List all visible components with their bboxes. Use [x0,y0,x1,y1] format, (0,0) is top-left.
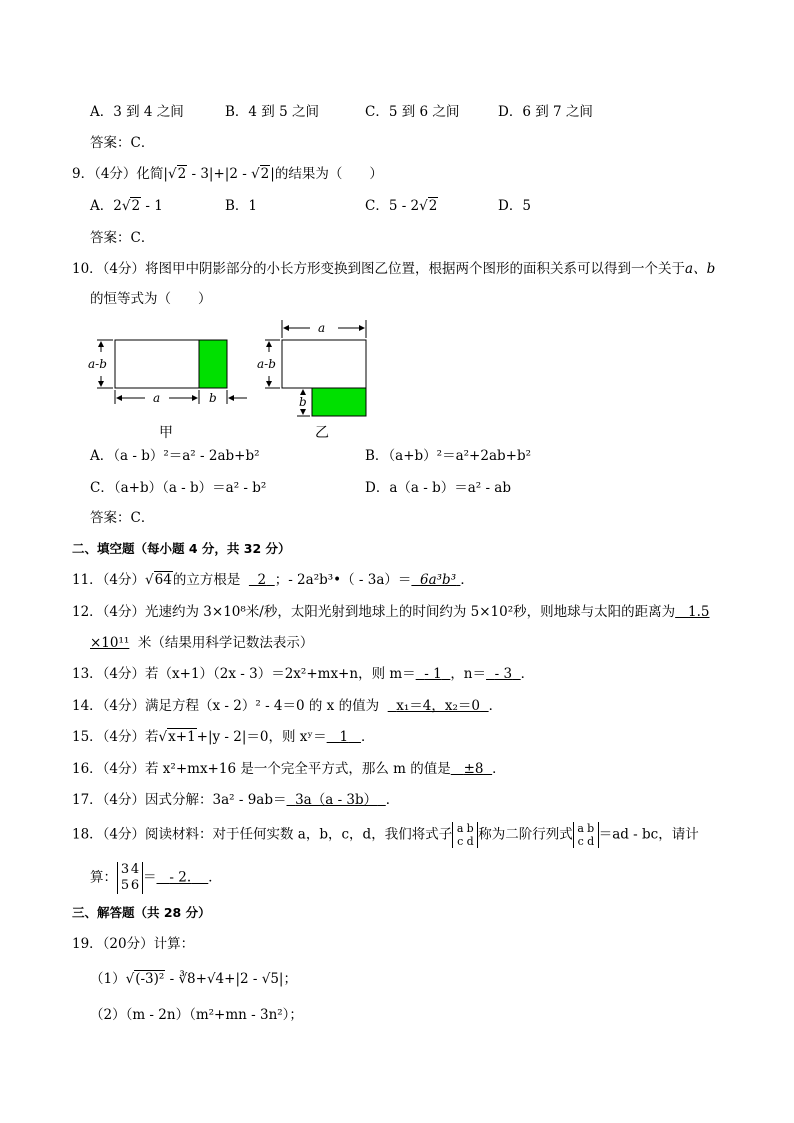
q9-answer: 答案：C． [90,230,155,246]
q10-line1: 10．（4分）将图甲中阴影部分的小长方形变换到图乙位置，根据两个图形的面积关系可以得到一个关于a、b [72,261,716,277]
q8-option-d: D．6 到 7 之间 [498,104,593,120]
fig-yi-label-a: a [318,321,326,335]
q10-option-d: D．a（a - b）＝a² - ab [365,480,512,496]
q16-answer: ±8 [463,761,484,777]
q9-option-c: C．5 - 2√2 [365,198,438,214]
fig-yi-rect [282,340,366,388]
q19-part1: （1）√(-3)² - ∛8+√4+|2 - √5|； [90,971,297,987]
fig-jia-label-b: b [209,391,217,405]
fig-yi-label-amb: a-b [257,357,276,371]
q18-det-abcd-2: a b c d [573,822,599,848]
q9-question: 9．（4分）化简|√2 - 3|+|2 - √2|的结果为（ ） [72,166,383,182]
q18-answer: - 2. [169,869,192,886]
q13: 13．（4分）若（x+1）（2x - 3）＝2x²+mx+n，则 m＝ - 1 ，n＝ - 3 ． [72,666,535,682]
q13-answer-n: - 3 [494,666,513,682]
fig-yi-label-b: b [299,395,307,409]
fig-jia-label-a: a [153,391,161,405]
fig-yi-caption: 乙 [315,425,329,441]
section3-title: 三、解答题（共 28 分） [72,905,211,920]
q13-answer-m: - 1 [424,666,442,682]
q12-line1: 12．（4分）光速约为 3×10⁸米/秒，太阳光射到地球上的时间约为 5×10²秒，则地球与太阳的距离为 1.5 [72,604,710,620]
q18-line1: 18．（4分）阅读材料：对于任何实数 a，b，c，d，我们将式子 a b c d 称为二阶行列式 a b c d ＝ad - bc，请计 [72,822,699,848]
q10-option-a: A．（a - b）²＝a² - 2ab+b² [90,448,260,464]
q19-title: 19．（20分）计算： [72,936,195,952]
fig-jia-label-amb: a-b [88,357,107,371]
q18-det-nums: 3 4 5 6 [117,862,143,894]
fig-yi-shaded [312,388,366,416]
section2-title: 二、填空题（每小题 4 分，共 32 分） [72,541,291,556]
q9-mid: - 3|+|2 - [187,166,252,182]
q9-num: 9．（4分）化简| [72,166,168,182]
q9-sqrt2b: 2 [260,166,270,182]
q9-tail: |的结果为（ ） [270,166,383,182]
q18-det-abcd: a b c d [452,822,478,848]
fig-jia-caption: 甲 [159,425,173,441]
q9-sqrt2: 2 [177,166,187,182]
q12-line2: ×10¹¹ 米（结果用科学记数法表示） [90,635,314,651]
q8-option-c: C．5 到 6 之间 [365,104,460,120]
q14: 14．（4分）满足方程（x - 2）² - 4＝0 的 x 的值为 x₁＝4，x₂＝0 ． [72,698,503,714]
q8-option-b: B．4 到 5 之间 [225,104,319,120]
q12-answer-part2: ×10¹¹ [90,635,130,651]
q9-option-d: D．5 [498,198,531,214]
q9-option-a: A．2√2 - 1 [90,198,163,214]
q10-option-b: B．（a+b）²＝a²+2ab+b² [365,448,532,464]
q17: 17．（4分）因式分解：3a² - 9ab＝ 3a（a - 3b） ． [72,792,400,808]
q8-option-a: A．3 到 4 之间 [90,104,184,120]
q15-answer: 1 [339,729,349,745]
q10-option-c: C．（a+b）（a - b）＝a² - b² [90,480,267,496]
q12-answer-part1: 1.5 [688,604,710,620]
q10-line2: 的恒等式为（ ） [90,291,212,307]
q11-answer1: 2 [257,572,267,588]
q11: 11．（4分）√64的立方根是 2 ；- 2a²b³•（ - 3a）＝ 6a³b³ ． [72,572,474,588]
q9-option-b: B．1 [225,198,258,214]
q16: 16．（4分）若 x²+mx+16 是一个完全平方式，那么 m 的值是 ±8 ． [72,761,506,777]
q18-line2: 算： 3 4 5 6 ＝ - 2. ． [90,862,222,893]
q14-answer: x₁＝4，x₂＝0 [396,698,481,714]
q15: 15．（4分）若√x+1+|y - 2|＝0，则 xʸ＝ 1 ． [72,729,375,745]
q11-answer2: 6a³b³ [420,572,457,588]
fig-jia-shaded [199,340,227,388]
q19-part2: （2）（m - 2n）（m²+mn - 3n²）； [90,1007,303,1023]
q8-answer: 答案：C． [90,135,155,151]
q17-answer: 3a（a - 3b） [295,792,378,808]
q10-answer: 答案：C． [90,510,155,526]
q10-figures [85,312,385,442]
